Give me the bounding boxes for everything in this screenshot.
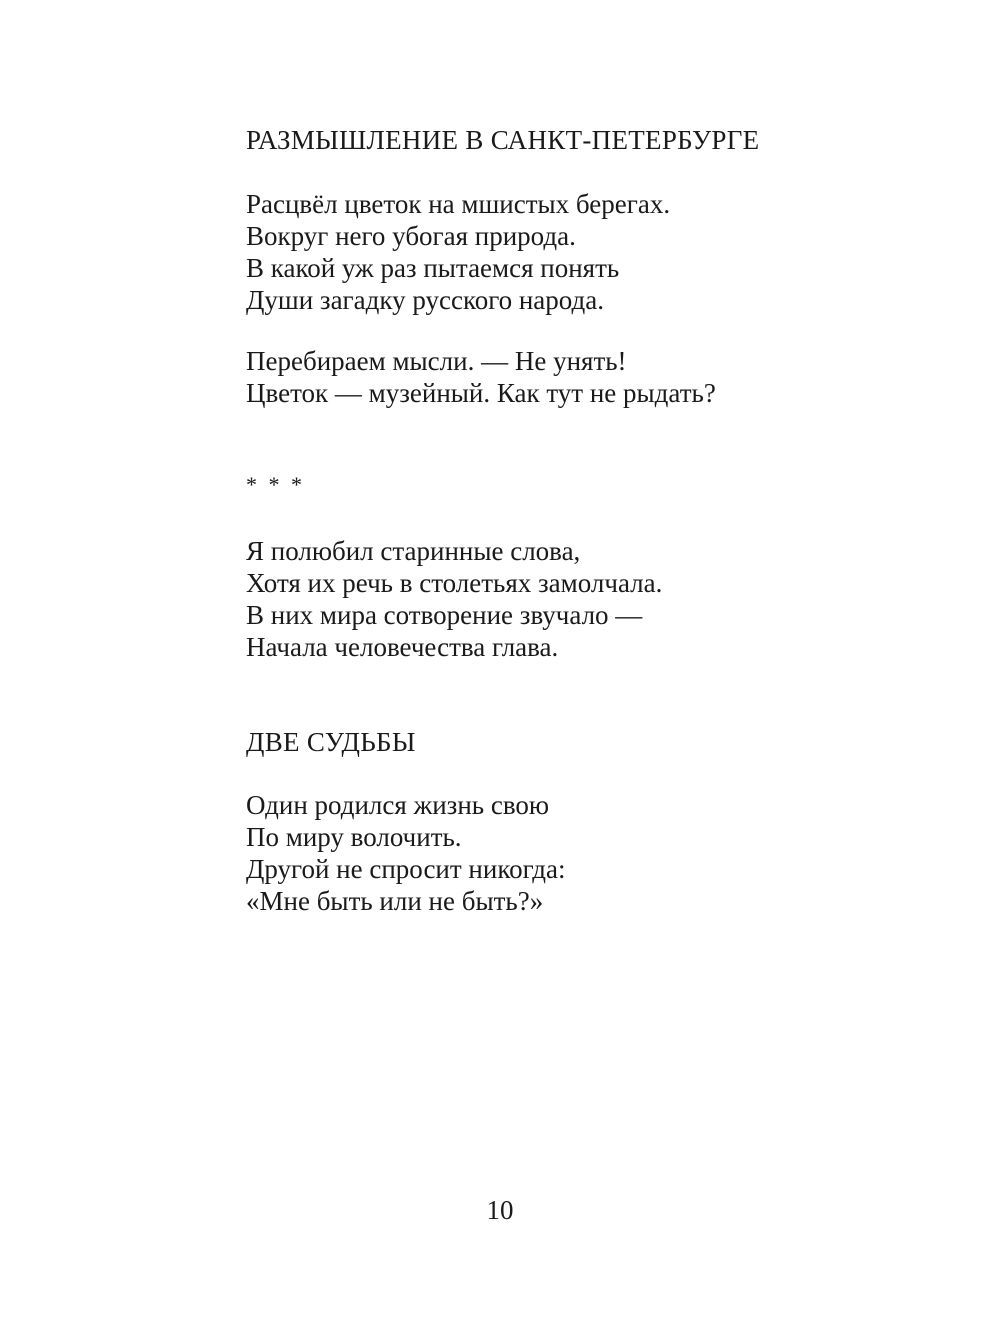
poem-line: В какой уж раз пытаемся понять	[246, 253, 620, 283]
poem-title: ДВЕ СУДЬБЫ	[246, 727, 416, 757]
poem-line: Один родился жизнь свою	[246, 790, 550, 820]
poem-line: Начала человечества глава.	[246, 632, 559, 662]
poem-line: В них мира сотворение звучало —	[246, 600, 643, 630]
poem-line: Души загадку русского народа.	[246, 285, 604, 315]
stanza	[246, 345, 716, 409]
poem-line: «Мне быть или не быть?»	[246, 886, 544, 916]
poem-line: По миру волочить.	[246, 822, 462, 852]
poem-line: Хотя их речь в столетьях замолчала.	[246, 568, 663, 598]
poem-line: Другой не спросит никогда:	[246, 854, 566, 884]
poem-line: Вокруг него убогая природа.	[246, 221, 576, 251]
page-number: 10	[486, 1195, 514, 1225]
poem-title: РАЗМЫШЛЕНИЕ В САНКТ-ПЕТЕРБУРГЕ	[246, 125, 760, 155]
asterism-separator: * * *	[246, 472, 305, 497]
stanza	[246, 535, 662, 663]
poem-line: Перебираем мысли. — Не унять!	[246, 346, 627, 376]
poem-line: Расцвёл цветок на мшистых берегах.	[246, 189, 671, 219]
poem-line: Цветок — музейный. Как тут не рыдать?	[246, 378, 716, 408]
stanza	[246, 789, 566, 917]
poem-line: Я полюбил старинные слова,	[246, 536, 581, 566]
stanza	[246, 188, 670, 316]
